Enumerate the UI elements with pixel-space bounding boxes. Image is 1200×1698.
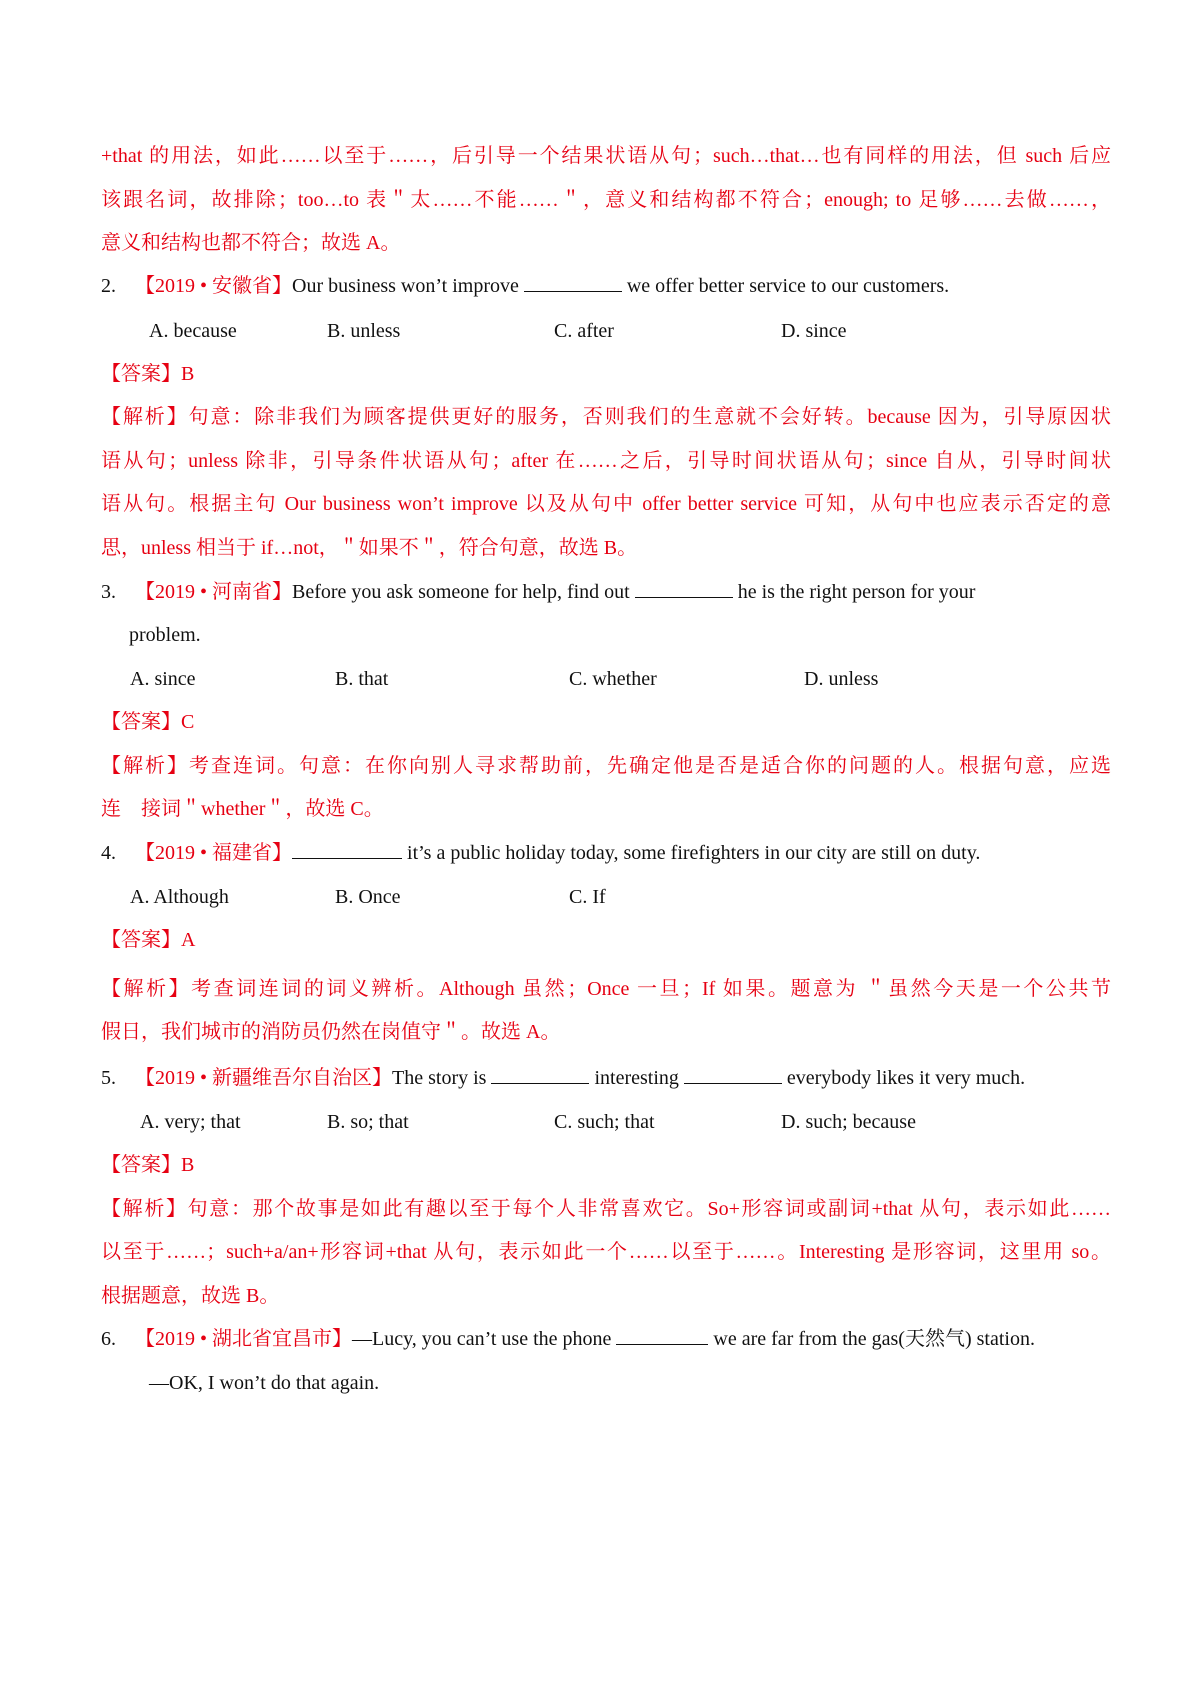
option-c: C. whether (569, 668, 657, 690)
question-source: 【2019 • 新疆维吾尔自治区】 (135, 1067, 393, 1089)
explanation-line: 语从句；unless 除非，引导条件状语从句；after 在……之后，引导时间状语从句；since 自从，引导时间状 (101, 450, 1111, 472)
answer-blank (491, 1065, 589, 1084)
explanation-line: 【解析】考查词连词的词义辨析。Although 虽然；Once 一旦；If 如果。题意为 ＂虽然今天是一个公共节 (101, 978, 1111, 1000)
answer-blank (684, 1065, 782, 1084)
option-a: A. very; that (140, 1111, 241, 1133)
question-5-stem: 5. 【2019 • 新疆维吾尔自治区】The story is interesting everybody likes it very much. (101, 1067, 1026, 1089)
option-c: C. after (554, 320, 614, 342)
explanation-line: 连 接词＂whether＂，故选 C。 (101, 798, 384, 820)
question-source: 【2019 • 安徽省】 (135, 275, 293, 297)
option-d: D. such; because (781, 1111, 916, 1133)
answer-label: 【答案】B (101, 1154, 195, 1176)
option-a: A. because (149, 320, 237, 342)
option-c: C. such; that (554, 1111, 655, 1133)
question-4-stem: 4. 【2019 • 福建省】 it’s a public holiday today, some firefighters in our city are still on duty. (101, 842, 981, 864)
explanation-line: 【解析】句意：除非我们为顾客提供更好的服务，否则我们的生意就不会好转。because 因为，引导原因状 (101, 406, 1111, 428)
option-d: D. unless (804, 668, 879, 690)
question-6-stem: 6. 【2019 • 湖北省宜昌市】—Lucy, you can’t use the phone we are far from the gas(天然气) station. (101, 1328, 1035, 1350)
explanation-line: 【解析】句意：那个故事是如此有趣以至于每个人非常喜欢它。So+形容词或副词+that 从句，表示如此…… (101, 1198, 1111, 1220)
explanation-line: 假日，我们城市的消防员仍然在岗值守＂。故选 A。 (101, 1021, 561, 1043)
option-b: B. that (335, 668, 389, 690)
option-a: A. Although (130, 886, 229, 908)
intro-explanation-line: 意义和结构也都不符合；故选 A。 (101, 232, 401, 254)
question-source: 【2019 • 福建省】 (135, 842, 293, 864)
intro-explanation-line: +that 的用法，如此……以至于……，后引导一个结果状语从句；such…that…也有同样的用法，但 such 后应 (101, 145, 1111, 167)
explanation-line: 以至于……；such+a/an+形容词+that 从句，表示如此一个……以至于……。Interesting 是形容词，这里用 so。 (101, 1241, 1111, 1263)
answer-label: 【答案】B (101, 363, 195, 385)
question-source: 【2019 • 湖北省宜昌市】 (135, 1328, 353, 1350)
answer-blank (635, 579, 733, 598)
option-b: B. so; that (327, 1111, 409, 1133)
question-6-reply: —OK, I won’t do that again. (149, 1372, 380, 1394)
option-a: A. since (130, 668, 196, 690)
explanation-line: 根据题意，故选 B。 (101, 1285, 280, 1307)
question-2-stem: 2. 【2019 • 安徽省】Our business won’t improve we offer better service to our customers. (101, 275, 950, 297)
answer-blank (616, 1326, 708, 1345)
intro-explanation-line: 该跟名词，故排除；too…to 表＂太……不能……＂，意义和结构都不符合；enough; to 足够……去做……， (101, 189, 1111, 211)
explanation-line: 语从句。根据主句 Our business won’t improve 以及从句中 offer better service 可知，从句中也应表示否定的意 (101, 493, 1111, 515)
answer-blank (524, 273, 622, 292)
answer-blank (292, 840, 402, 859)
question-3-stem: 3. 【2019 • 河南省】Before you ask someone for help, find out he is the right person for your (101, 581, 976, 603)
question-3-stem-continuation: problem. (129, 624, 201, 646)
question-source: 【2019 • 河南省】 (135, 581, 293, 603)
option-d: D. since (781, 320, 847, 342)
option-c: C. If (569, 886, 606, 908)
explanation-line: 思，unless 相当于 if…not，＂如果不＂，符合句意，故选 B。 (101, 537, 638, 559)
option-b: B. Once (335, 886, 401, 908)
option-b: B. unless (327, 320, 401, 342)
answer-label: 【答案】C (101, 711, 195, 733)
explanation-line: 【解析】考查连词。句意：在你向别人寻求帮助前，先确定他是否是适合你的问题的人。根据句意，应选 (101, 755, 1111, 777)
answer-label: 【答案】A (101, 929, 196, 951)
